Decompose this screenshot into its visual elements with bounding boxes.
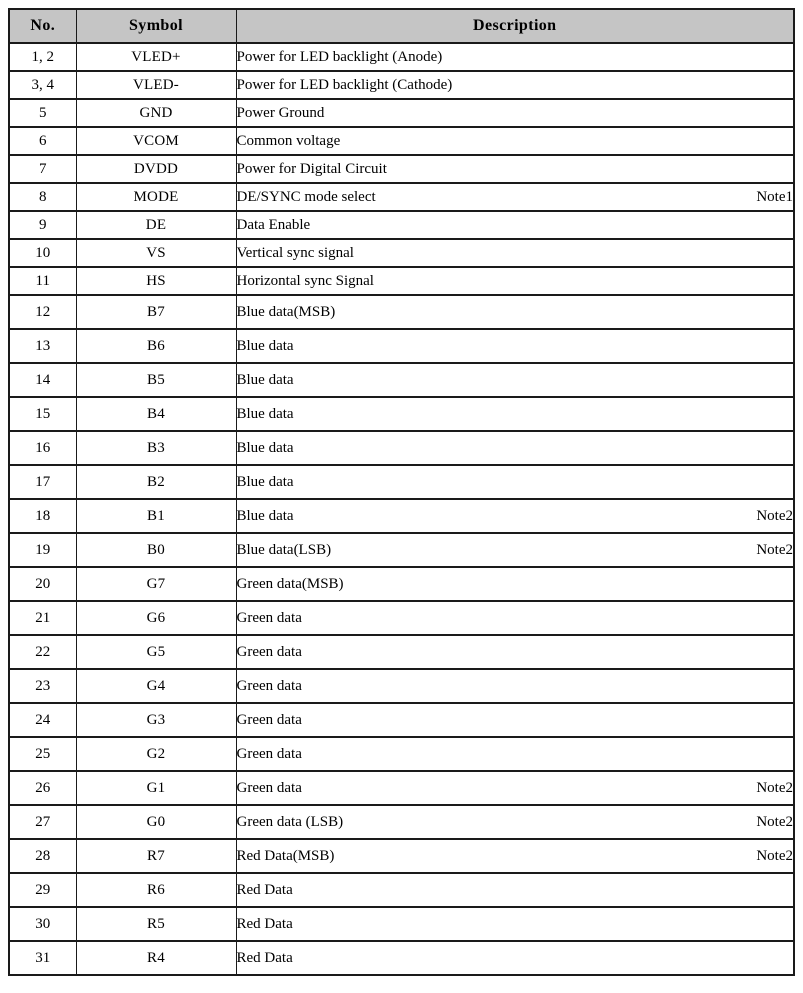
pin-symbol: R6 [76, 873, 236, 907]
pin-description [236, 267, 794, 295]
description-text: Blue data [236, 337, 294, 354]
table-row [9, 71, 794, 99]
pin-number: 13 [9, 329, 76, 363]
description-text: Blue data [236, 371, 294, 388]
pin-symbol: DE [76, 211, 236, 239]
pin-symbol: B6 [76, 329, 236, 363]
pin-description [236, 533, 794, 567]
pin-description [236, 183, 794, 211]
pin-symbol: B4 [76, 397, 236, 431]
description-text: Data Enable [236, 216, 311, 233]
pin-description [236, 839, 794, 873]
table-row [9, 771, 794, 805]
description-text: Green data (LSB) [236, 813, 344, 830]
table-header [9, 9, 794, 43]
pin-number: 8 [9, 183, 76, 211]
pin-symbol: G4 [76, 669, 236, 703]
note-reference: Note2 [756, 507, 793, 524]
description-text: Blue data [236, 473, 294, 490]
note-reference: Note2 [756, 541, 793, 558]
pin-description [236, 635, 794, 669]
pin-description [236, 873, 794, 907]
pin-number: 11 [9, 267, 76, 295]
table-row [9, 465, 794, 499]
description-text: Blue data(MSB) [236, 303, 336, 320]
table-row [9, 43, 794, 71]
pin-symbol: HS [76, 267, 236, 295]
table-row [9, 533, 794, 567]
description-text: Horizontal sync Signal [236, 272, 374, 289]
pin-number: 19 [9, 533, 76, 567]
description-text: Common voltage [236, 132, 341, 149]
pin-symbol: G2 [76, 737, 236, 771]
pin-number: 23 [9, 669, 76, 703]
pin-description [236, 703, 794, 737]
pin-symbol: G7 [76, 567, 236, 601]
description-text: Red Data [236, 881, 293, 898]
table-row [9, 703, 794, 737]
column-header-no: No. [9, 9, 76, 43]
pin-number: 5 [9, 99, 76, 127]
description-text: Power for LED backlight (Cathode) [236, 76, 453, 93]
note-reference: Note2 [756, 847, 793, 864]
table-row [9, 397, 794, 431]
pin-number: 12 [9, 295, 76, 329]
table-row [9, 295, 794, 329]
pin-symbol: B5 [76, 363, 236, 397]
pin-description [236, 329, 794, 363]
pin-description [236, 601, 794, 635]
pin-symbol: VS [76, 239, 236, 267]
pin-number: 29 [9, 873, 76, 907]
table-row [9, 155, 794, 183]
description-text: Blue data(LSB) [236, 541, 332, 558]
pin-description [236, 669, 794, 703]
pin-description [236, 295, 794, 329]
pin-number: 25 [9, 737, 76, 771]
description-text: Power Ground [236, 104, 325, 121]
pin-symbol: VLED- [76, 71, 236, 99]
pin-description [236, 465, 794, 499]
table-row [9, 183, 794, 211]
pin-description [236, 431, 794, 465]
description-text: Green data [236, 643, 302, 660]
table-row [9, 601, 794, 635]
pin-symbol: B3 [76, 431, 236, 465]
table-row [9, 329, 794, 363]
pin-number: 22 [9, 635, 76, 669]
pin-symbol: VLED+ [76, 43, 236, 71]
table-row [9, 211, 794, 239]
pin-symbol: R4 [76, 941, 236, 975]
pin-description [236, 567, 794, 601]
pin-symbol: G6 [76, 601, 236, 635]
description-text: Power for LED backlight (Anode) [236, 48, 443, 65]
pin-number: 27 [9, 805, 76, 839]
description-text: Blue data [236, 507, 294, 524]
pin-number: 15 [9, 397, 76, 431]
pin-symbol: GND [76, 99, 236, 127]
description-text: Green data [236, 745, 302, 762]
table-row [9, 127, 794, 155]
description-text: Blue data [236, 439, 294, 456]
table-row [9, 99, 794, 127]
description-text: DE/SYNC mode select [236, 188, 376, 205]
table-body [9, 43, 794, 975]
table-row [9, 839, 794, 873]
pin-symbol: B1 [76, 499, 236, 533]
table-row [9, 907, 794, 941]
pin-number: 1, 2 [9, 43, 76, 71]
pin-number: 3, 4 [9, 71, 76, 99]
pin-description [236, 363, 794, 397]
header-row [9, 9, 794, 43]
pin-number: 6 [9, 127, 76, 155]
description-text: Green data [236, 779, 302, 796]
pin-description [236, 771, 794, 805]
pin-description [236, 805, 794, 839]
pin-symbol: G1 [76, 771, 236, 805]
description-text: Vertical sync signal [236, 244, 354, 261]
pin-symbol: B7 [76, 295, 236, 329]
pin-number: 20 [9, 567, 76, 601]
table-row [9, 567, 794, 601]
pin-number: 26 [9, 771, 76, 805]
column-header-description: Description [236, 9, 794, 43]
pin-symbol: G3 [76, 703, 236, 737]
note-reference: Note2 [756, 779, 793, 796]
pin-description [236, 127, 794, 155]
pin-description [236, 737, 794, 771]
pin-symbol: R7 [76, 839, 236, 873]
table-row [9, 941, 794, 975]
table-row [9, 805, 794, 839]
pin-symbol: MODE [76, 183, 236, 211]
pin-number: 9 [9, 211, 76, 239]
pin-symbol: B2 [76, 465, 236, 499]
pin-number: 14 [9, 363, 76, 397]
note-reference: Note1 [756, 188, 793, 205]
table-row [9, 363, 794, 397]
pin-description [236, 941, 794, 975]
pin-number: 24 [9, 703, 76, 737]
table-row [9, 737, 794, 771]
pin-number: 16 [9, 431, 76, 465]
pin-number: 18 [9, 499, 76, 533]
table-row [9, 635, 794, 669]
pin-number: 31 [9, 941, 76, 975]
description-text: Blue data [236, 405, 294, 422]
pin-number: 17 [9, 465, 76, 499]
pin-symbol: VCOM [76, 127, 236, 155]
pin-symbol: B0 [76, 533, 236, 567]
description-text: Red Data [236, 949, 293, 966]
pin-number: 21 [9, 601, 76, 635]
note-reference: Note2 [756, 813, 793, 830]
pin-description [236, 397, 794, 431]
pin-description [236, 99, 794, 127]
pin-symbol: G5 [76, 635, 236, 669]
pin-symbol: DVDD [76, 155, 236, 183]
description-text: Power for Digital Circuit [236, 160, 387, 177]
pin-description [236, 239, 794, 267]
column-header-symbol: Symbol [76, 9, 236, 43]
description-text: Red Data(MSB) [236, 847, 335, 864]
pin-description [236, 211, 794, 239]
pin-description [236, 71, 794, 99]
pin-number: 10 [9, 239, 76, 267]
pin-number: 28 [9, 839, 76, 873]
pin-description [236, 499, 794, 533]
pin-description [236, 155, 794, 183]
pin-number: 7 [9, 155, 76, 183]
description-text: Green data(MSB) [236, 575, 344, 592]
pin-number: 30 [9, 907, 76, 941]
table-row [9, 267, 794, 295]
table-row [9, 239, 794, 267]
pin-description [236, 907, 794, 941]
table-row [9, 873, 794, 907]
description-text: Green data [236, 711, 302, 728]
table-row [9, 669, 794, 703]
pin-description-table [8, 8, 795, 976]
table-row [9, 499, 794, 533]
description-text: Green data [236, 609, 302, 626]
pin-description [236, 43, 794, 71]
description-text: Green data [236, 677, 302, 694]
pin-symbol: G0 [76, 805, 236, 839]
table-row [9, 431, 794, 465]
pin-symbol: R5 [76, 907, 236, 941]
description-text: Red Data [236, 915, 293, 932]
